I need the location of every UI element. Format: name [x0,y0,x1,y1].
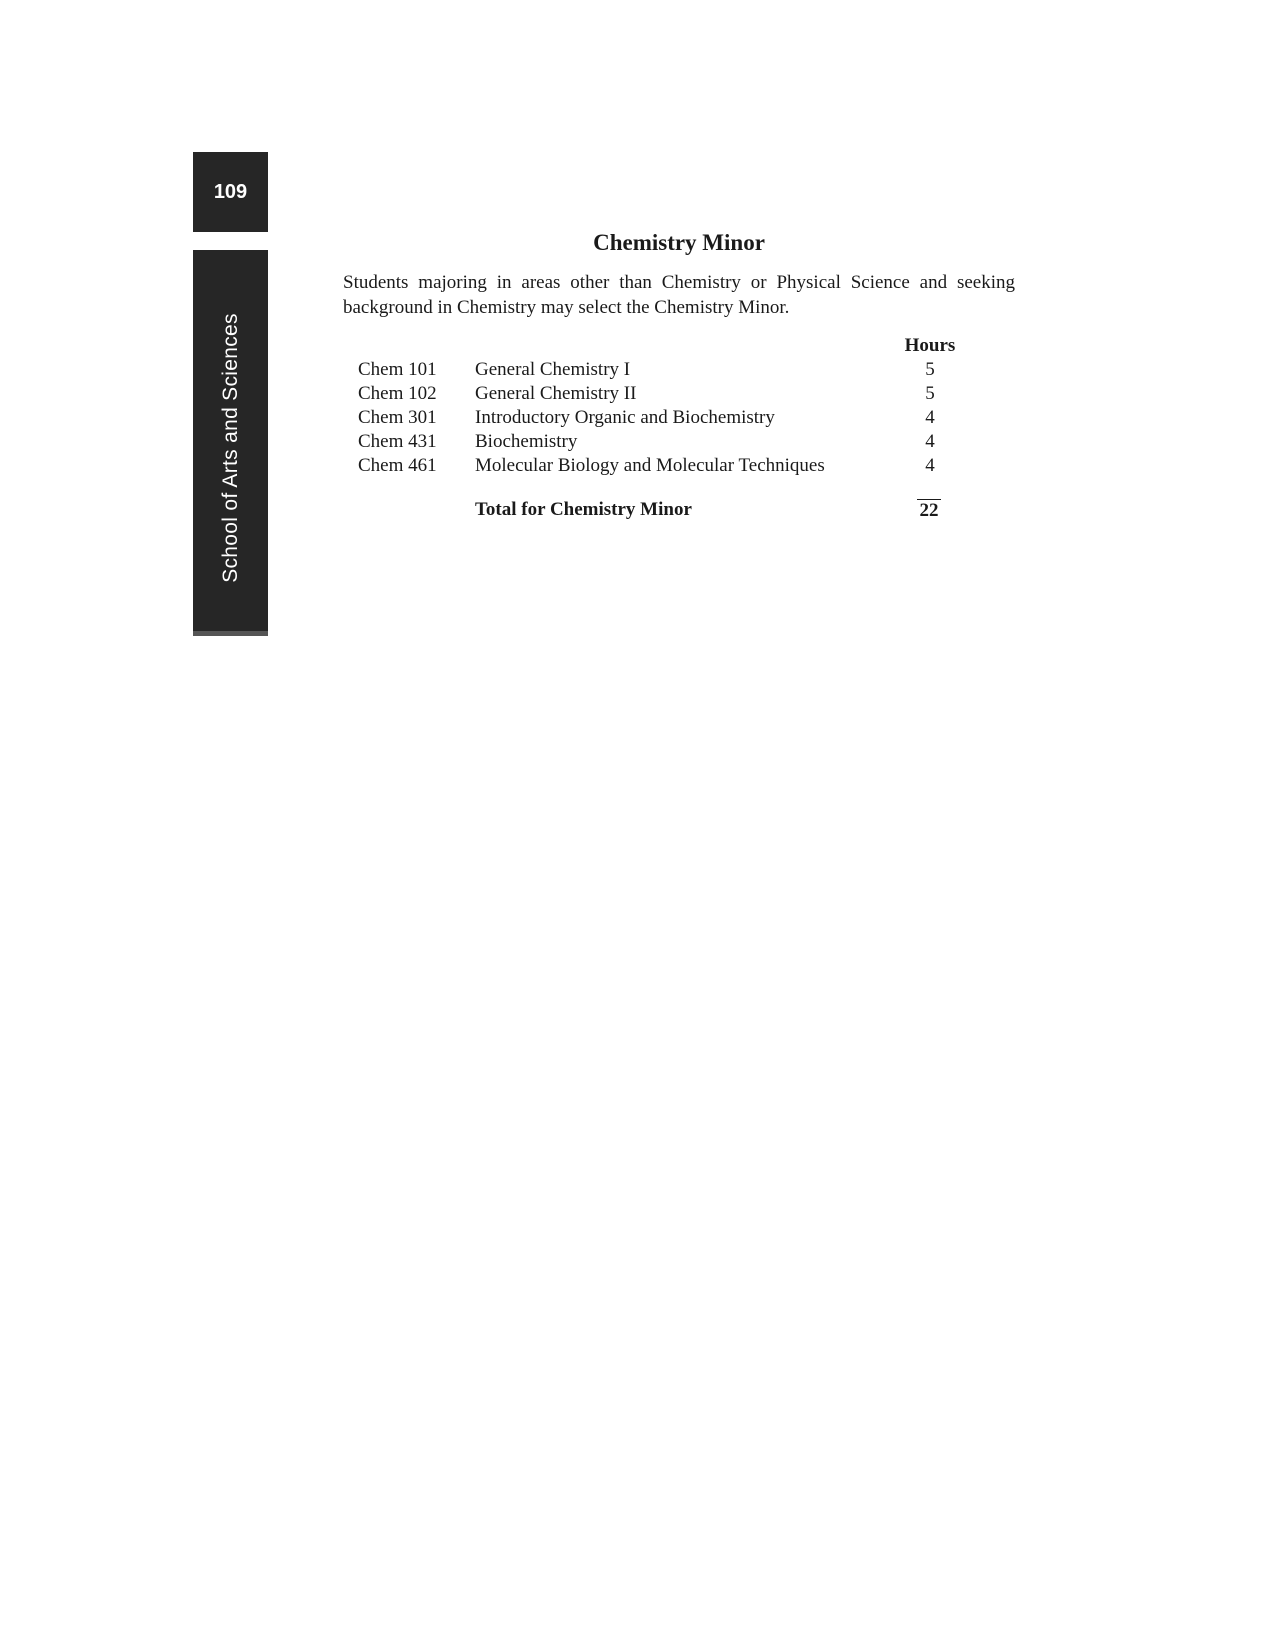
page-number-tab [193,152,268,232]
course-code: Chem 102 [358,383,437,404]
total-value: 22 [917,499,941,522]
course-name: Molecular Biology and Molecular Techniques [475,455,825,476]
page-content [343,230,1015,521]
course-hours: 4 [925,431,935,452]
section-tab-label: School of Arts and Sciences [218,313,242,583]
course-row [343,359,1015,384]
course-hours: 5 [925,383,935,404]
page-title: Chemistry Minor [593,230,765,255]
course-hours: 5 [925,359,935,380]
course-name: Introductory Organic and Biochemistry [475,407,775,428]
section-tab [193,250,268,636]
course-name: General Chemistry I [475,359,631,380]
course-name: Biochemistry [475,431,578,452]
page-number: 109 [213,180,248,203]
course-name: General Chemistry II [475,383,637,404]
course-code: Chem 431 [358,431,437,452]
course-row [343,407,1015,432]
course-hours: 4 [925,407,935,428]
intro-paragraph: Students majoring in areas other than Chemistry or Physical Science and seeking background in Chemistry may select the Chemistry Minor. [343,272,1015,318]
hours-column-header: Hours [904,335,956,356]
course-row [343,383,1015,408]
course-code: Chem 461 [358,455,437,476]
course-row [343,455,1015,480]
course-code: Chem 301 [358,407,437,428]
course-hours: 4 [925,455,935,476]
total-label: Total for Chemistry Minor [475,499,692,520]
course-row [343,431,1015,456]
course-code: Chem 101 [358,359,437,380]
